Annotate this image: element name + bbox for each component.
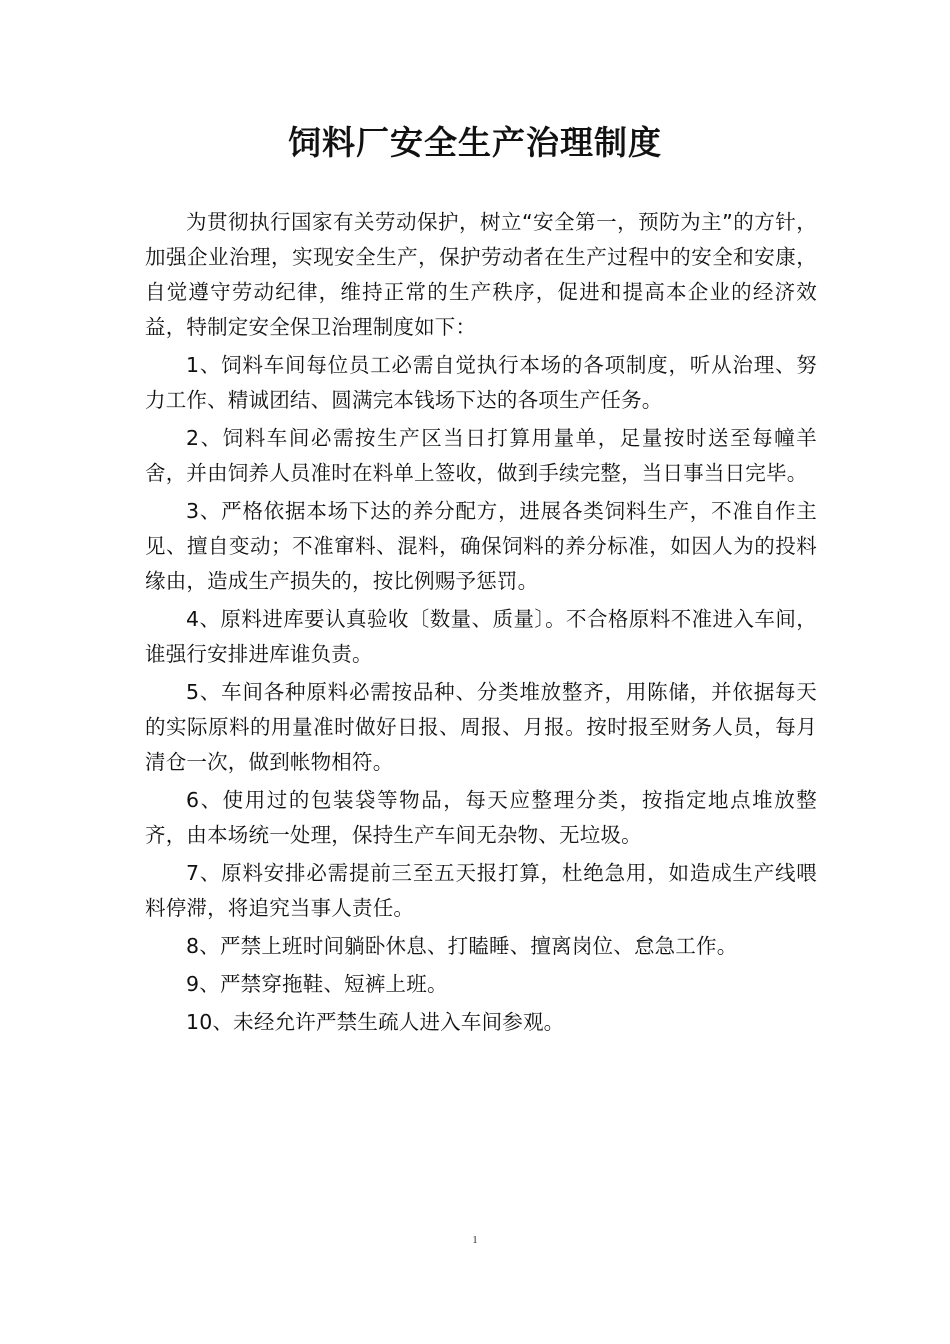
rule-item-3: 3、严格依据本场下达的养分配方，进展各类饲料生产，不准自作主见、擅自变动；不准窜料、混料，确保饲料的养分标准，如因人为的投料缘由，造成生产损失的，按比例赐予惩罚。 [145, 499, 817, 593]
rule-item-8: 8、严禁上班时间躺卧休息、打瞌睡、擅离岗位、怠急工作。 [186, 934, 738, 958]
page-number: 1 [472, 1234, 478, 1246]
document-title: 饲料厂安全生产治理制度 [288, 123, 662, 162]
rule-item-9: 9、严禁穿拖鞋、短裤上班。 [186, 972, 448, 996]
rule-item-10: 10、未经允许严禁生疏人进入车间参观。 [186, 1010, 565, 1034]
intro-paragraph: 为贯彻执行国家有关劳动保护，树立“安全第一，预防为主”的方针，加强企业治理，实现安全生产，保护劳动者在生产过程中的安全和安康，自觉遵守劳动纪律，维持正常的生产秩序，促进和提高本企业的经济效益，特制定安全保卫治理制度如下： [145, 210, 817, 339]
rule-item-1: 1、饲料车间每位员工必需自觉执行本场的各项制度，听从治理、努力工作、精诚团结、圆满完本钱场下达的各项生产任务。 [145, 353, 817, 412]
rule-item-2: 2、饲料车间必需按生产区当日打算用量单，足量按时送至每幢羊舍，并由饲养人员准时在料单上签收，做到手续完整，当日事当日完毕。 [145, 426, 817, 485]
document-body [145, 205, 817, 1043]
rule-item-6: 6、使用过的包装袋等物品，每天应整理分类，按指定地点堆放整齐，由本场统一处理，保持生产车间无杂物、无垃圾。 [145, 788, 817, 847]
rule-item-7: 7、原料安排必需提前三至五天报打算，杜绝急用，如造成生产线喂料停滞，将追究当事人责任。 [145, 861, 817, 920]
rule-item-4: 4、原料进库要认真验收〔数量、质量〕。不合格原料不准进入车间，谁强行安排进库谁负责。 [145, 607, 817, 666]
rule-item-5: 5、车间各种原料必需按品种、分类堆放整齐，用陈储，并依据每天的实际原料的用量准时做好日报、周报、月报。按时报至财务人员，每月清仓一次，做到帐物相符。 [145, 680, 817, 774]
